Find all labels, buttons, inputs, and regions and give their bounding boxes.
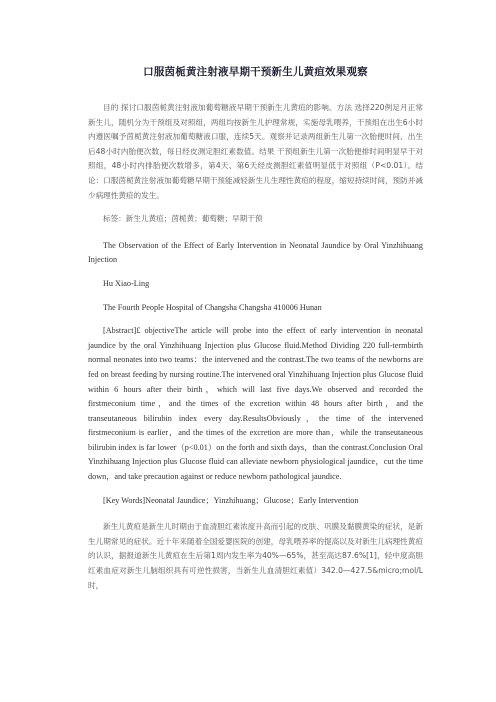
paper-title: 口服茵栀黄注射液早期干预新生儿黄疸效果观察 [143, 66, 368, 78]
body-paragraph: 新生儿黄疸是新生儿时期由于血清胆红素浓度升高而引起的皮肤、巩膜及黏膜黄染的症状，是新生儿期常见的症状。近十年来随着全国爱婴医院的创建，母乳喂养率的提高以及对新生儿病理性黄疸的认识，据报道新生儿黄疸在生后第1周内发生率为40%—65%，甚至高达87.6%[1]，轻中度高胆红素血症对新生儿脑组织具有可逆性损害，当新生儿血清胆红素值）342.0—427.5&micro;mol/L时， [88, 522, 423, 590]
author-name: Hu Xiao-Ling [103, 278, 150, 288]
author-affiliation: The Fourth People Hospital of Changsha Changsha 410006 Hunan [103, 302, 322, 312]
english-title: The Observation of the Effect of Early Intervention in Neonatal Jaundice by Oral Yinzhihuang Injection [88, 240, 423, 265]
english-abstract: [Abstract]£ objectiveThe article will probe into the effect of early intervention in neonatal jaundice by the oral Yinzhihuang Injection plus Glucose fluid.Method Dividing 220 full-termbirth normal neonates into two teams：the intervened and the contrast.The two teams of the newborns are fed on breast feeding by nursing routine.The intervened oral Yinzhihuang Injection plus Glucose fluid within 6 hours after their birth，which will last five days.We observed and recorded the firstmeconium time，and the times of the excretion within 48 hours after birth，and the transeutaneous bilirubin index every day.ResultsObviously，the time of the intervened firstmeconium is earlier，and the times of the excretion are more than，while the transeutaneous bilirubin index is far lower（p<0.01）on the forth and sixth days，than the contrast.Conclusion Oral Yinzhihuang Injection plus Glucose fluid can alleviate newborn physiological jaundice，cut the time down，and take precaution against or reduce newborn pathological jaundice. [88, 326, 423, 482]
chinese-abstract: 目的 探讨口服茵栀黄注射液加葡萄糖液早期干预新生儿黄疸的影响。方法 选择220例足月正常新生儿，随机分为干预组及对照组，两组均按新生儿护理常规，实施母乳喂养，干预组在出生6小时内遵医嘱予茵栀黄注射液加葡萄糖液口服，连续5天。观察并记录两组新生儿第一次胎便时间、出生后48小时内胎便次数，每日经皮测定胆红素数值。结果 干预组新生儿第一次胎便排时间明显早于对照组，48小时内排胎便次数增多，第4天、第6天经皮测胆红素值明显低于对照组（P<0.01）。结论：口服茵栀黄注射液加葡萄糖早期干预能减轻新生儿生理性黄疸的程度，缩短持续时间，预防并减少病理性黄疸的发生。 [88, 103, 423, 200]
chinese-keywords: 标签：新生儿黄疸；茵栀黄；葡萄糖；早期干预 [103, 214, 263, 224]
english-keywords: [Key Words]Neonatal Jaundice；Yinzhihuang；Glucose；Early Intervention [103, 495, 359, 505]
